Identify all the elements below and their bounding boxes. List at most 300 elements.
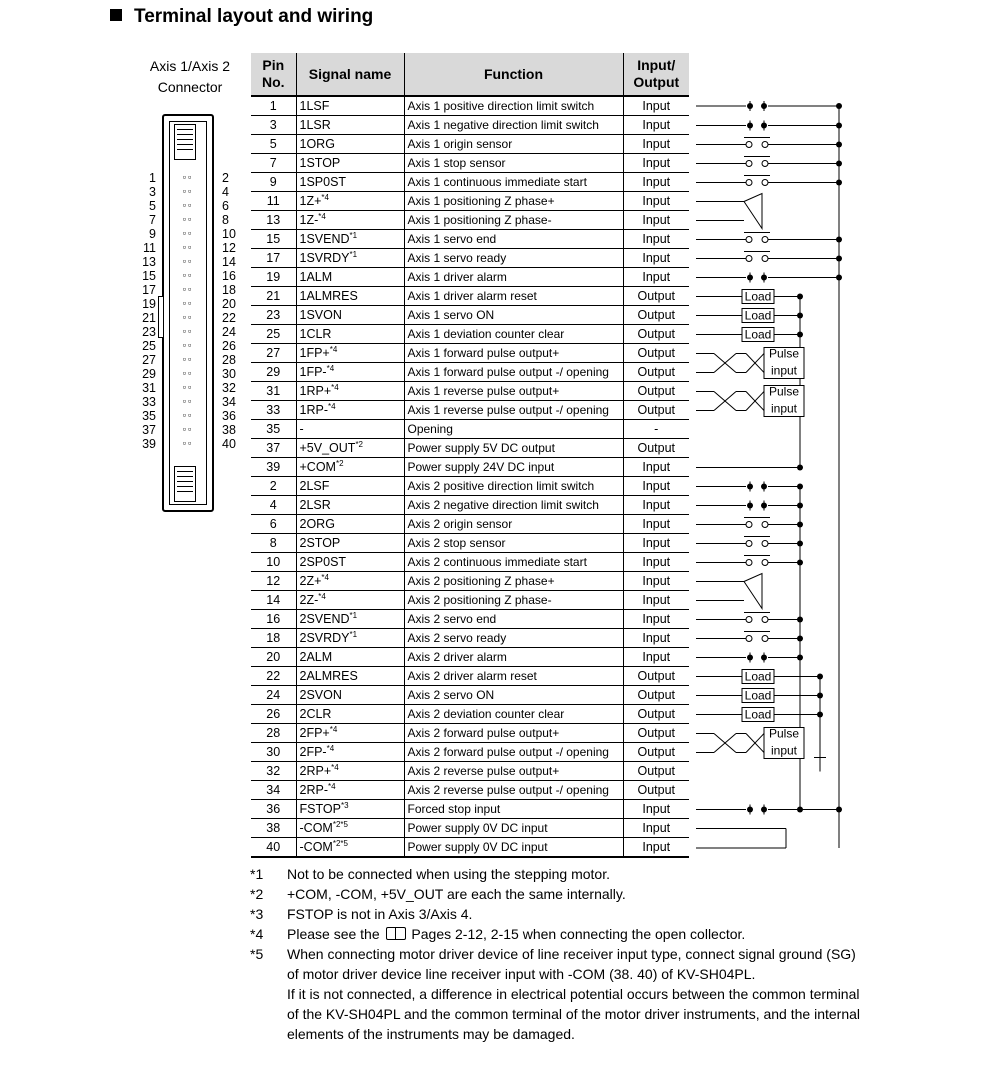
signal-name: 1SVON [299,308,342,322]
footnotes [250,864,890,1044]
connector-title-line2: Connector [157,79,223,95]
junction-dot [797,636,803,642]
signal-name-cell [296,325,404,344]
connector-pin-number: 7 [149,213,156,227]
table-row [251,458,689,477]
signal-name-cell [296,211,404,230]
io-cell: Input [623,648,689,667]
switch-contact [762,161,768,167]
pin-number-cell: 12 [251,572,296,591]
function-cell: Axis 2 driver alarm reset [404,667,623,686]
sensor-symbol [744,194,762,229]
signal-name-cell [296,420,404,439]
table-row [251,686,689,705]
io-cell: Input [623,268,689,287]
function-cell: Axis 1 servo end [404,230,623,249]
switch-contact [746,142,752,148]
signal-name-cell [296,629,404,648]
connector-pin-number: 21 [142,311,156,325]
pin-number-cell: 10 [251,553,296,572]
connector-pin-number: 36 [222,409,236,423]
connector-pin-grid [182,170,194,450]
signal-name: 2Z- [299,593,319,607]
signal-name-cell [296,439,404,458]
table-row [251,306,689,325]
junction-dot [761,655,767,661]
footnote-line: of motor driver device line receiver input with -COM (38. 40) of KV-SH04PL. [287,966,756,982]
sensor-symbol [744,574,762,609]
footnote [250,904,890,924]
function-cell: Power supply 0V DC input [404,819,623,838]
io-cell: Input [623,800,689,819]
wiring-label: Pulse [768,726,800,741]
signal-name-cell [296,705,404,724]
junction-dot [797,503,803,509]
signal-footnote-ref: *4 [331,763,339,772]
junction-dot [797,541,803,547]
function-cell: Axis 2 servo end [404,610,623,629]
signal-footnote-ref: *4 [318,592,326,601]
table-row [251,249,689,268]
table-row [251,287,689,306]
function-cell: Axis 1 positioning Z phase- [404,211,623,230]
signal-footnote-ref: *4 [326,364,335,373]
connector-pin-number: 24 [222,325,236,339]
io-cell: Output [623,344,689,363]
io-cell: Output [623,325,689,344]
signal-name-cell [296,648,404,667]
connector-pin-number: 28 [222,353,236,367]
signal-name-cell [296,762,404,781]
signal-footnote-ref: *1 [349,231,358,240]
junction-dot [797,560,803,566]
switch-contact [746,237,752,243]
function-cell: Axis 2 positioning Z phase- [404,591,623,610]
io-cell: Input [623,553,689,572]
signal-footnote-ref: *4 [321,573,329,582]
signal-footnote-ref: *4 [331,383,339,392]
table-row [251,211,689,230]
function-cell: Axis 1 servo ready [404,249,623,268]
signal-name: FSTOP [299,802,341,816]
io-cell: Input [623,496,689,515]
wiring-label: Pulse [768,384,800,399]
signal-name-cell [296,173,404,192]
terminal-table [251,53,689,858]
signal-name-cell [296,268,404,287]
io-cell: Input [623,116,689,135]
pin-number-cell: 9 [251,173,296,192]
signal-name: 2ALM [299,650,333,664]
function-cell: Power supply 5V DC output [404,439,623,458]
pin-number-cell: 15 [251,230,296,249]
connector-pin-number: 3 [149,185,156,199]
connector-pin-number: 39 [142,437,156,451]
pin-number-cell: 8 [251,534,296,553]
switch-contact [762,180,768,186]
switch-contact [746,560,752,566]
connector-pin-number: 22 [222,311,236,325]
signal-name: 2ALMRES [299,669,358,683]
pin-number-cell: 28 [251,724,296,743]
footnote-text-before: Please see the [287,926,380,942]
connector-pin-number: 11 [143,241,156,255]
junction-dot [747,103,753,109]
pin-number-cell: 30 [251,743,296,762]
io-cell: Output [623,306,689,325]
function-cell: Axis 2 deviation counter clear [404,705,623,724]
table-row [251,667,689,686]
connector-pin-pair: ▫▫ [182,382,194,392]
signal-name-cell [296,344,404,363]
function-cell: Axis 1 continuous immediate start [404,173,623,192]
signal-footnote-ref: *2*5 [332,839,348,848]
footnote-text [287,884,890,904]
pin-number-cell: 35 [251,420,296,439]
footnote-text [287,924,890,944]
signal-footnote-ref: *4 [326,744,335,753]
table-row [251,629,689,648]
function-cell: Axis 1 stop sensor [404,154,623,173]
signal-name: 1FP- [299,365,327,379]
connector-pin-number: 15 [142,269,156,283]
function-cell: Axis 1 driver alarm reset [404,287,623,306]
footnote-line: If it is not connected, a difference in electrical potential occurs between the common terminal [287,986,860,1002]
function-cell: Opening [404,420,623,439]
table-row [251,724,689,743]
wiring-label: input [770,363,798,378]
connector-pin-pair: ▫▫ [182,410,194,420]
connector-pin-number: 26 [222,339,236,353]
connector-pin-number: 34 [222,395,236,409]
connector-pin-number: 35 [142,409,156,423]
io-cell: Output [623,762,689,781]
square-bullet-icon [110,9,122,21]
io-cell: Output [623,781,689,800]
signal-name: 2SP0ST [299,555,347,569]
signal-footnote-ref: *4 [318,212,326,221]
pin-number-cell: 32 [251,762,296,781]
connector-pin-number: 9 [149,227,156,241]
connector-pin-pair: ▫▫ [182,242,194,252]
switch-contact [746,180,752,186]
signal-name: 1ALM [299,270,333,284]
junction-dot [747,123,753,129]
junction-dot [836,807,842,813]
signal-footnote-ref: *2 [335,459,344,468]
io-cell: Input [623,135,689,154]
function-cell: Axis 1 reverse pulse output -/ opening [404,401,623,420]
signal-name-cell [296,116,404,135]
signal-name-cell [296,363,404,382]
connector-pin-number: 6 [222,199,229,213]
junction-dot [797,655,803,661]
signal-footnote-ref: *4 [321,193,329,202]
signal-name: 1FP+ [299,346,330,360]
signal-name: 2FP+ [299,726,330,740]
function-cell: Power supply 0V DC input [404,838,623,858]
connector-latch-top [174,124,196,160]
function-cell: Axis 1 forward pulse output -/ opening [404,363,623,382]
signal-name-cell [296,781,404,800]
pin-number-cell: 39 [251,458,296,477]
page-title [110,6,373,28]
wiring-diagram [686,96,846,856]
pin-number-cell: 37 [251,439,296,458]
function-cell: Axis 1 servo ON [404,306,623,325]
signal-name-cell [296,553,404,572]
pin-number-cell: 5 [251,135,296,154]
footnote-key: *4 [250,926,264,942]
function-cell: Axis 1 reverse pulse output+ [404,382,623,401]
io-cell: Output [623,439,689,458]
table-row [251,838,689,858]
pin-number-cell: 14 [251,591,296,610]
pin-number-cell: 7 [251,154,296,173]
signal-name: 1SP0ST [299,175,347,189]
signal-name: 1LSF [299,99,330,113]
signal-footnote-ref: *3 [340,801,349,810]
signal-name-cell [296,192,404,211]
io-cell: Input [623,192,689,211]
footnote-line: elements of the instruments may be damaged. [287,1026,575,1042]
signal-name: 2LSF [299,479,330,493]
io-cell: Output [623,686,689,705]
pin-number-cell: 1 [251,96,296,116]
table-row [251,230,689,249]
signal-name: 1RP+ [299,384,332,398]
switch-contact [746,522,752,528]
table-row [251,401,689,420]
connector-pin-number: 38 [222,423,236,437]
pin-number-cell: 25 [251,325,296,344]
table-row [251,344,689,363]
signal-name: 1Z- [299,213,319,227]
io-cell: Input [623,230,689,249]
signal-name: 2CLR [299,707,332,721]
signal-name: 2ORG [299,517,335,531]
signal-footnote-ref: *2 [355,440,363,449]
io-cell: Output [623,743,689,762]
wiring-label: Pulse [768,346,800,361]
pin-number-cell: 17 [251,249,296,268]
io-cell: Input [623,819,689,838]
connector-pin-pair: ▫▫ [182,186,194,196]
pin-number-cell: 3 [251,116,296,135]
connector-pin-number: 1 [149,171,156,185]
pin-number-cell: 36 [251,800,296,819]
wiring-label: Load [744,707,772,722]
connector-pin-number: 8 [222,213,229,227]
pin-number-cell: 24 [251,686,296,705]
pin-number-cell: 19 [251,268,296,287]
signal-name-cell [296,496,404,515]
function-cell: Axis 2 stop sensor [404,534,623,553]
wiring-label: Load [744,327,772,342]
connector-pin-number: 12 [222,241,236,255]
io-cell: Output [623,363,689,382]
pin-number-cell: 23 [251,306,296,325]
footnote-line: Not to be connected when using the stepping motor. [287,866,610,882]
junction-dot [761,103,767,109]
io-cell: Output [623,667,689,686]
signal-name-cell [296,382,404,401]
wiring-label: Load [744,669,772,684]
switch-contact [746,256,752,262]
signal-name-cell [296,534,404,553]
signal-name: 1ORG [299,137,335,151]
function-cell: Axis 2 positioning Z phase+ [404,572,623,591]
signal-name: 1ALMRES [299,289,358,303]
footnote-line: of the KV-SH04PL and the common terminal of the motor driver instruments, and the internal [287,1006,860,1022]
signal-name: 1LSR [299,118,331,132]
io-cell: Input [623,610,689,629]
footnote-line: +COM, -COM, +5V_OUT are each the same internally. [287,886,626,902]
signal-name: 2STOP [299,536,341,550]
signal-name-cell [296,287,404,306]
table-row [251,268,689,287]
signal-name-cell [296,686,404,705]
io-cell: Output [623,382,689,401]
junction-dot [797,484,803,490]
wiring-label: Load [744,688,772,703]
switch-contact [746,636,752,642]
pin-number-cell: 22 [251,667,296,686]
function-cell: Axis 1 origin sensor [404,135,623,154]
signal-name: 1SVEND [299,232,350,246]
junction-dot [747,503,753,509]
footnote [250,864,890,884]
function-cell: Axis 2 forward pulse output+ [404,724,623,743]
signal-name-cell [296,724,404,743]
function-cell: Axis 2 positive direction limit switch [404,477,623,496]
table-row [251,515,689,534]
function-cell: Axis 2 forward pulse output -/ opening [404,743,623,762]
connector-pin-number: 14 [222,255,236,269]
table-row [251,591,689,610]
signal-name: 2SVON [299,688,342,702]
header-pin-no: Pin No. [251,53,296,96]
io-cell: Input [623,458,689,477]
connector-pin-pair: ▫▫ [182,298,194,308]
signal-name-cell [296,591,404,610]
pin-number-cell: 38 [251,819,296,838]
signal-name-cell [296,154,404,173]
junction-dot [797,617,803,623]
pin-number-cell: 13 [251,211,296,230]
function-cell: Axis 1 deviation counter clear [404,325,623,344]
signal-name: 1RP- [299,403,328,417]
junction-dot [747,484,753,490]
connector-pin-pair: ▫▫ [182,368,194,378]
signal-name: 1Z+ [299,194,322,208]
signal-name: 1SVRDY [299,251,350,265]
io-cell: Output [623,705,689,724]
connector-pin-number: 19 [142,297,156,311]
table-row [251,363,689,382]
signal-name: 2Z+ [299,574,322,588]
junction-dot [761,275,767,281]
connector-pin-number: 2 [222,171,229,185]
pin-number-cell: 31 [251,382,296,401]
footnote [250,944,890,1044]
table-row [251,705,689,724]
table-row [251,743,689,762]
connector-pin-pair: ▫▫ [182,200,194,210]
connector-pin-number: 37 [142,423,156,437]
footnote [250,884,890,904]
connector-pin-number: 33 [142,395,156,409]
connector-pin-pair: ▫▫ [182,354,194,364]
footnote-text [287,944,890,1044]
pin-number-cell: 16 [251,610,296,629]
io-cell: Input [623,477,689,496]
table-row [251,477,689,496]
signal-name: 2SVRDY [299,631,350,645]
switch-contact [762,541,768,547]
pin-number-cell: 34 [251,781,296,800]
footnote-line: FSTOP is not in Axis 3/Axis 4. [287,906,473,922]
signal-name: 2LSR [299,498,331,512]
table-row [251,648,689,667]
function-cell: Axis 1 positioning Z phase+ [404,192,623,211]
connector-pin-pair: ▫▫ [182,228,194,238]
connector-pin-number: 29 [142,367,156,381]
function-cell: Axis 1 negative direction limit switch [404,116,623,135]
io-cell: Input [623,249,689,268]
connector-pin-number: 32 [222,381,236,395]
function-cell: Axis 1 driver alarm [404,268,623,287]
signal-footnote-ref: *2*5 [332,820,348,829]
pin-number-cell: 40 [251,838,296,858]
book-reference-icon [386,927,406,940]
table-row [251,781,689,800]
io-cell: Input [623,154,689,173]
signal-name-cell [296,401,404,420]
signal-footnote-ref: *4 [329,345,338,354]
junction-dot [761,484,767,490]
table-row [251,420,689,439]
pin-number-cell: 27 [251,344,296,363]
io-cell: Input [623,534,689,553]
table-row [251,116,689,135]
switch-contact [762,256,768,262]
table-row [251,819,689,838]
signal-name: - [299,422,304,436]
table-row [251,610,689,629]
connector-pin-pair: ▫▫ [182,214,194,224]
connector-pin-pair: ▫▫ [182,326,194,336]
pin-number-cell: 26 [251,705,296,724]
switch-contact [746,161,752,167]
connector-pin-number: 5 [149,199,156,213]
signal-name-cell [296,838,404,858]
footnote-text [287,864,890,884]
function-cell: Power supply 24V DC input [404,458,623,477]
connector-pin-pair: ▫▫ [182,270,194,280]
signal-name: +COM [299,460,336,474]
table-row [251,553,689,572]
pin-number-cell: 29 [251,363,296,382]
junction-dot [761,503,767,509]
io-cell: Input [623,572,689,591]
connector-notch [158,296,163,338]
signal-name-cell [296,249,404,268]
io-cell: Input [623,211,689,230]
function-cell: Axis 2 continuous immediate start [404,553,623,572]
table-row [251,192,689,211]
page-title-text: Terminal layout and wiring [134,6,374,27]
